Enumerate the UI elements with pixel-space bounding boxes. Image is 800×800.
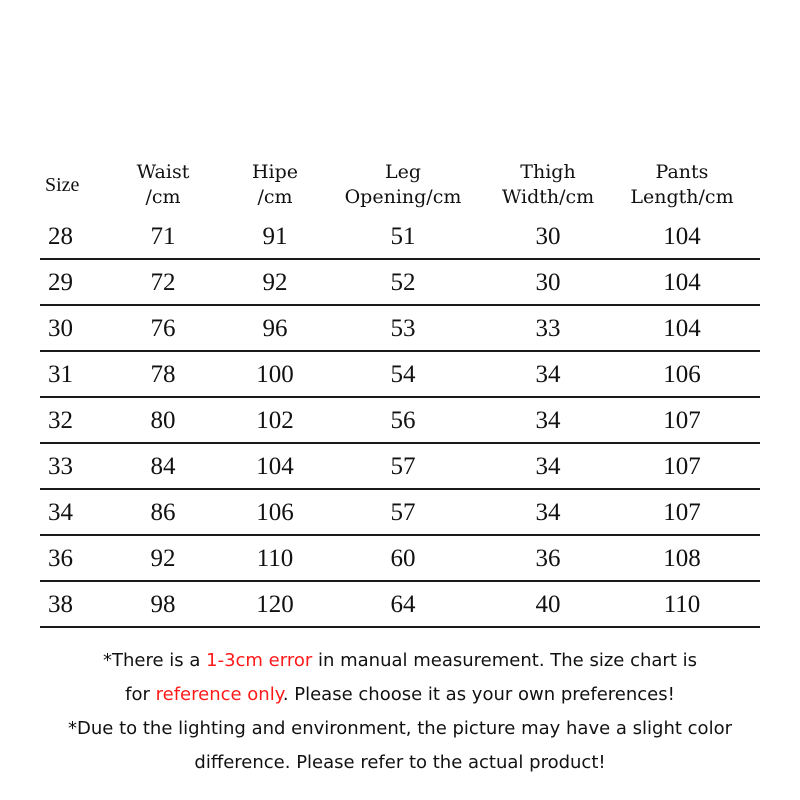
header-pants-length-line1: Pants [655,161,709,183]
cell-waist: 76 [90,305,236,351]
header-leg-opening-line1: Leg [384,161,422,183]
size-chart-table [40,156,760,628]
table-row [40,581,760,627]
table-row [40,214,760,259]
table-row [40,489,760,535]
cell-pants-length: 107 [604,397,760,443]
note-line-1-end: in manual measurement. The size chart is [312,650,697,671]
cell-thigh-width: 40 [492,581,604,627]
cell-waist: 98 [90,581,236,627]
note-line-3: *Due to the lighting and environment, the picture may have a slight color [68,718,732,739]
cell-leg-opening: 56 [314,397,492,443]
cell-thigh-width: 33 [492,305,604,351]
table-row [40,351,760,397]
table-row [40,305,760,351]
cell-size: 36 [40,535,90,581]
header-waist [90,156,236,214]
table-row [40,535,760,581]
cell-hip: 106 [236,489,314,535]
cell-hip: 96 [236,305,314,351]
cell-waist: 78 [90,351,236,397]
header-leg-opening [314,156,492,214]
header-hip [236,156,314,214]
note-line-2-end: . Please choose it as your own preferences! [282,684,675,705]
cell-pants-length: 108 [604,535,760,581]
table-row [40,443,760,489]
cell-size: 31 [40,351,90,397]
cell-hip: 92 [236,259,314,305]
header-hip-line1: Hipe [251,161,299,183]
cell-leg-opening: 64 [314,581,492,627]
cell-pants-length: 104 [604,214,760,259]
header-leg-opening-line2: Opening/cm [344,186,462,208]
cell-leg-opening: 54 [314,351,492,397]
table-row [40,397,760,443]
header-hip-line2: /cm [257,186,293,208]
measurement-notes [40,644,760,780]
cell-waist: 86 [90,489,236,535]
cell-hip: 120 [236,581,314,627]
cell-hip: 91 [236,214,314,259]
cell-thigh-width: 30 [492,214,604,259]
cell-pants-length: 104 [604,259,760,305]
cell-pants-length: 107 [604,489,760,535]
cell-thigh-width: 34 [492,397,604,443]
cell-pants-length: 104 [604,305,760,351]
cell-hip: 110 [236,535,314,581]
note-error-highlight: 1-3cm error [206,650,313,671]
cell-size: 32 [40,397,90,443]
header-pants-length-line2: Length/cm [630,186,734,208]
header-waist-line2: /cm [145,186,181,208]
cell-thigh-width: 36 [492,535,604,581]
header-waist-line1: Waist [136,161,190,183]
note-line-1-start: *There is a [102,650,207,671]
cell-size: 30 [40,305,90,351]
cell-waist: 72 [90,259,236,305]
note-line-4: difference. Please refer to the actual product! [194,752,606,773]
note-line-2-start: for [125,684,156,705]
header-size [40,156,90,214]
header-thigh-width [492,156,604,214]
cell-waist: 80 [90,397,236,443]
cell-pants-length: 107 [604,443,760,489]
cell-leg-opening: 57 [314,443,492,489]
cell-size: 28 [40,214,90,259]
cell-size: 29 [40,259,90,305]
cell-waist: 84 [90,443,236,489]
cell-hip: 100 [236,351,314,397]
cell-leg-opening: 53 [314,305,492,351]
cell-thigh-width: 34 [492,351,604,397]
header-pants-length [604,156,760,214]
cell-thigh-width: 34 [492,443,604,489]
table-header-row [40,156,760,214]
cell-hip: 102 [236,397,314,443]
cell-thigh-width: 34 [492,489,604,535]
header-thigh-width-line2: Width/cm [501,186,595,208]
cell-leg-opening: 60 [314,535,492,581]
note-line-1 [40,644,760,678]
cell-size: 33 [40,443,90,489]
cell-thigh-width: 30 [492,259,604,305]
cell-leg-opening: 51 [314,214,492,259]
header-thigh-width-line1: Thigh [520,161,576,183]
cell-leg-opening: 57 [314,489,492,535]
cell-pants-length: 110 [604,581,760,627]
cell-hip: 104 [236,443,314,489]
cell-size: 34 [40,489,90,535]
note-reference-highlight: reference only [155,684,283,705]
cell-pants-length: 106 [604,351,760,397]
note-line-2 [40,678,760,712]
cell-waist: 71 [90,214,236,259]
cell-waist: 92 [90,535,236,581]
cell-size: 38 [40,581,90,627]
table-row [40,259,760,305]
header-size-label: Size [45,173,80,196]
cell-leg-opening: 52 [314,259,492,305]
